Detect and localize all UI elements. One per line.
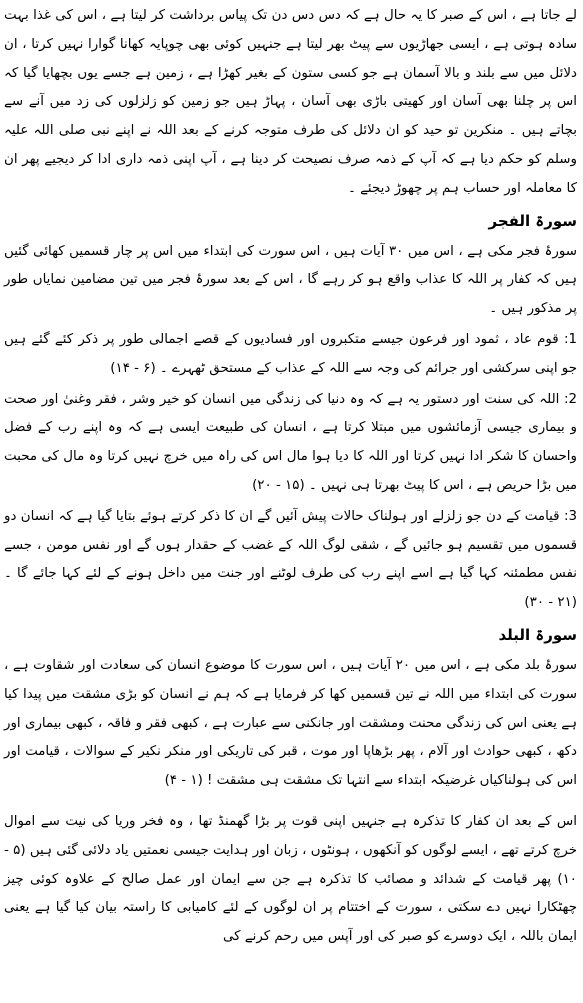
surah-fajr-point-1: 1: قوم عاد ، ثمود اور فرعون جیسے متکبروں اور فسادیوں کے قصے اجمالی طور پر ذکر کئے گئے ہیں جو اپنی سرکشی اور جرائم کی وجہ سے اللہ کے عذاب کے مستحق ٹھہرے ۔ (۶ - ۱۴)	[4, 331, 577, 376]
surah-fajr-intro: سورۂ فجر مکی ہے ، اس میں ۳۰ آیات ہیں ، اس سورت کی ابتداء میں اس پر چار قسمیں کھائی گئیں ہیں کہ کفار پر اللہ کا عذاب واقع ہو کر رہے گا ، اس کے بعد سورۂ فجر میں تین مضامین نمایاں طور پر مذکور ہیں ۔	[4, 243, 577, 317]
surah-fajr-point-3: 3: قیامت کے دن جو زلزلے اور ہولناک حالات پیش آئیں گے ان کا ذکر کرتے ہوئے بتایا گیا ہے کہ انسان دو قسموں میں تقسیم ہو جائیں گے ، شقی لوگ اللہ کے غضب کے حقدار ہوں گے اور نفس مومن ، جسے نفس مطمئنہ کہا گیا ہے اسے اپنے رب کی طرف لوٹنے اور جنت میں داخل ہونے کے لئے کہا جائے گا ۔ (۲۱ - ۳۰)	[4, 508, 577, 611]
surah-balad-paragraph-1: سورۂ بلد مکی ہے ، اس میں ۲۰ آیات ہیں ، اس سورت کا موضوع انسان کی سعادت اور شقاوت ہے ، سورت کی ابتداء میں اللہ نے تین قسمیں کھا کر فرمایا ہے کہ ہم نے انسان کو بڑی مشقت میں پیدا کیا ہے یعنی اس کی زندگی محنت ومشقت اور جانکنی سے عبارت ہے ، کبھی فقر و فاقہ ، کبھی بیماری اور دکھ ، کبھی حوادث اور آلام ، پھر بڑھاپا اور موت ، قبر کی تاریکی اور منکر نکیر کے سوالات ، قیامت اور اس کی ہولناکیاں غرضیکہ ابتداء سے انتہا تک مشقت ہی مشقت ! (۱ - ۴)	[4, 657, 577, 789]
intro-paragraph: لے جاتا ہے ، اس کے صبر کا یہ حال ہے کہ دس دس دن تک پیاس برداشت کر لیتا ہے ، اس کی غذا بہت سادہ ہوتی ہے ، ایسی جھاڑیوں سے پیٹ بھر لیتا ہے جنہیں کوئی بھی چوپایہ کھانا گوارا نہیں کرتا ، ان دلائل میں سے بلند و بالا آسمان ہے جو کسی ستون کے بغیر کھڑا ہے ، زمین ہے جسے یوں بچھایا گیا کہ اس پر چلنا بھی آسان اور کھیتی باڑی بھی آسان ، پہاڑ ہیں جو زمین کو زلزلوں کی زد میں آنے سے بچاتے ہیں ۔ منکرین تو حید کو ان دلائل کی طرف متوجہ کرنے کے بعد اللہ نے اپنے نبی صلی اللہ علیہ وسلم کو حکم دیا ہے کہ آپ کے ذمہ صرف نصیحت کر دینا ہے ، آپ اپنی ذمہ داری ادا کر دیجیے پھر ان کا معاملہ اور حساب ہم پر چھوڑ دیجئے ۔	[4, 8, 577, 196]
surah-fajr-heading: سورۃ الفجر	[488, 211, 577, 230]
paragraph-gap	[4, 796, 577, 806]
surah-balad-paragraph-2: اس کے بعد ان کفار کا تذکرہ ہے جنہیں اپنی قوت پر بڑا گھمنڈ تھا ، وہ فخر وریا کی نیت سے اموال خرچ کرتے تھے ، ایسے لوگوں کو آنکھوں ، ہونٹوں ، زبان اور ہدایت جیسی نعمتیں یاد دلائی گئی ہیں (۵ - ۱۰) پھر قیامت کے شدائد و مصائب کا تذکرہ ہے جن سے ایمان اور عمل صالح کے علاوہ کوئی چیز چھٹکارا نہیں دے سکتی ، سورت کے اختتام پر ان لوگوں کے لئے کامیابی کا راستہ بیان کیا گیا ہے یعنی ایمان باللہ ، ایک دوسرے کو صبر کی اور آپس میں رحم کرنے کی	[4, 813, 577, 945]
surah-fajr-point-2: 2: اللہ کی سنت اور دستور یہ ہے کہ وہ دنیا کی زندگی میں انسان کو خیر وشر ، فقر وغنیٰ اور صحت و بیماری جیسی آزمائشوں میں مبتلا کرتا ہے ، انسان کی طبیعت ایسی ہے کہ وہ اپنے رب کے فضل واحسان کا شکر ادا نہیں کرتا اور اللہ کا دیا ہوا مال اس کی راہ میں خرچ نہیں کرتا وہ مال کی محبت میں بڑا حریص ہے ، اس کا پیٹ بھرتا ہی نہیں ۔ (۱۵ - ۲۰)	[4, 391, 577, 493]
surah-balad-heading: سورۃ البلد	[498, 625, 577, 644]
